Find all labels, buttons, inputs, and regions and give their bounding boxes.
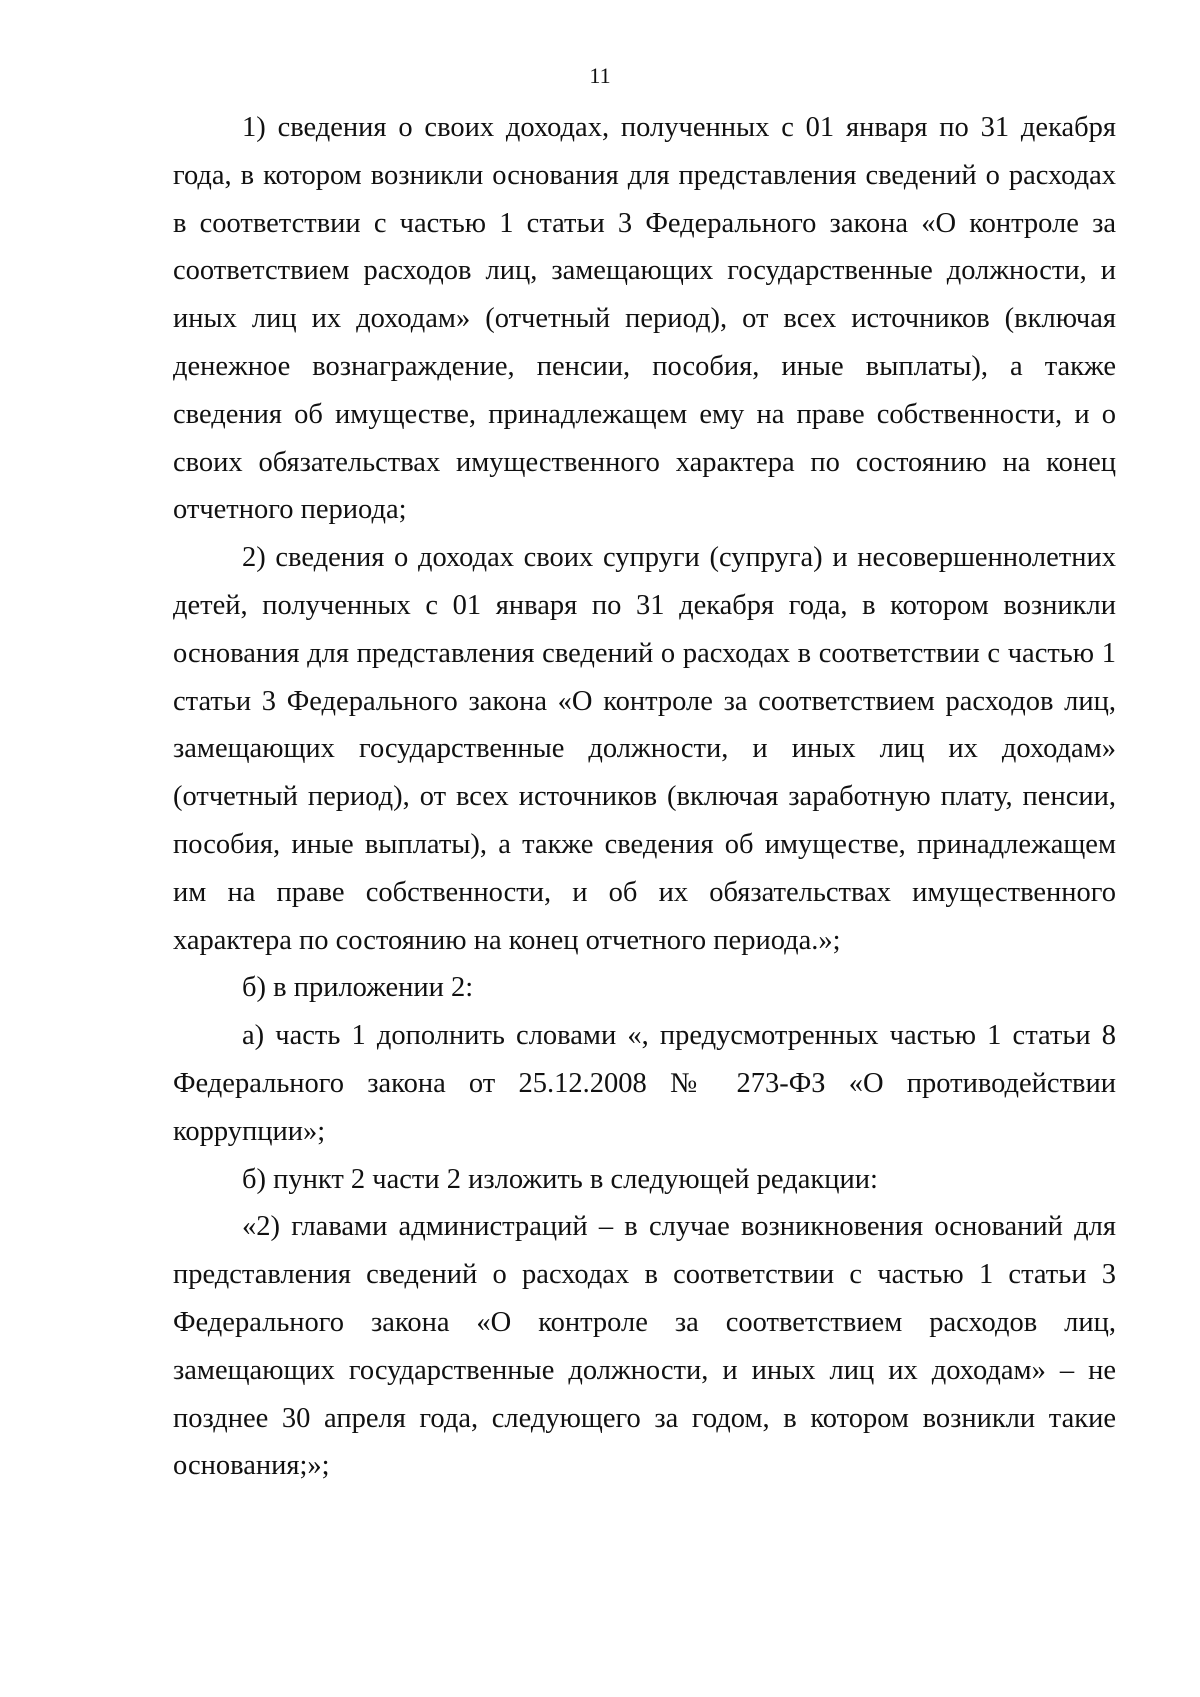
document-body [173,104,1116,1490]
page-number: 11 [589,63,611,88]
paragraph-item-1: 1) сведения о своих доходах, полученных с 01 января по 31 декабря года, в котором возникли основания для представления сведений о расходах в соответствии с частью 1 статьи 3 Федерального закона «О контроле за соответствием расходов лиц, замещающих государственные должности, и иных лиц их доходам» (отчетный период), от всех источников (включая денежное вознаграждение, пенсии, пособия, иные выплаты), а также сведения об имуществе, принадлежащем ему на праве собственности, и о своих обязательствах имущественного характера по состоянию на конец отчетного периода; [173,112,1116,526]
paragraph-item-b: б) пункт 2 части 2 изложить в следующей редакции: [242,1163,878,1195]
paragraph-new-wording: «2) главами администраций – в случае возникновения оснований для представления сведений о расходах в соответствии с частью 1 статьи 3 Федерального закона «О контроле за соответствием расходов лиц, замещающих государственные должности, и иных лиц их доходам» – не позднее 30 апреля года, следующего за годом, в котором возникли такие основания;»; [173,1211,1116,1482]
paragraph-appendix-2: б) в приложении 2: [242,972,474,1004]
paragraph-item-a: а) часть 1 дополнить словами «, предусмотренных частью 1 статьи 8 Федерального закона от 25.12.2008 № 273-ФЗ «О противодействии коррупции»; [173,1020,1116,1147]
paragraph-item-2: 2) сведения о доходах своих супруги (супруга) и несовершеннолетних детей, полученных с 01 января по 31 декабря года, в котором возникли основания для представления сведений о расходах в соответствии с частью 1 статьи 3 Федерального закона «О контроле за соответствием расходов лиц, замещающих государственные должности, и иных лиц их доходам» (отчетный период), от всех источников (включая заработную плату, пенсии, пособия, иные выплаты), а также сведения об имуществе, принадлежащем им на праве собственности, и об их обязательствах имущественного характера по состоянию на конец отчетного периода.»; [173,542,1116,956]
